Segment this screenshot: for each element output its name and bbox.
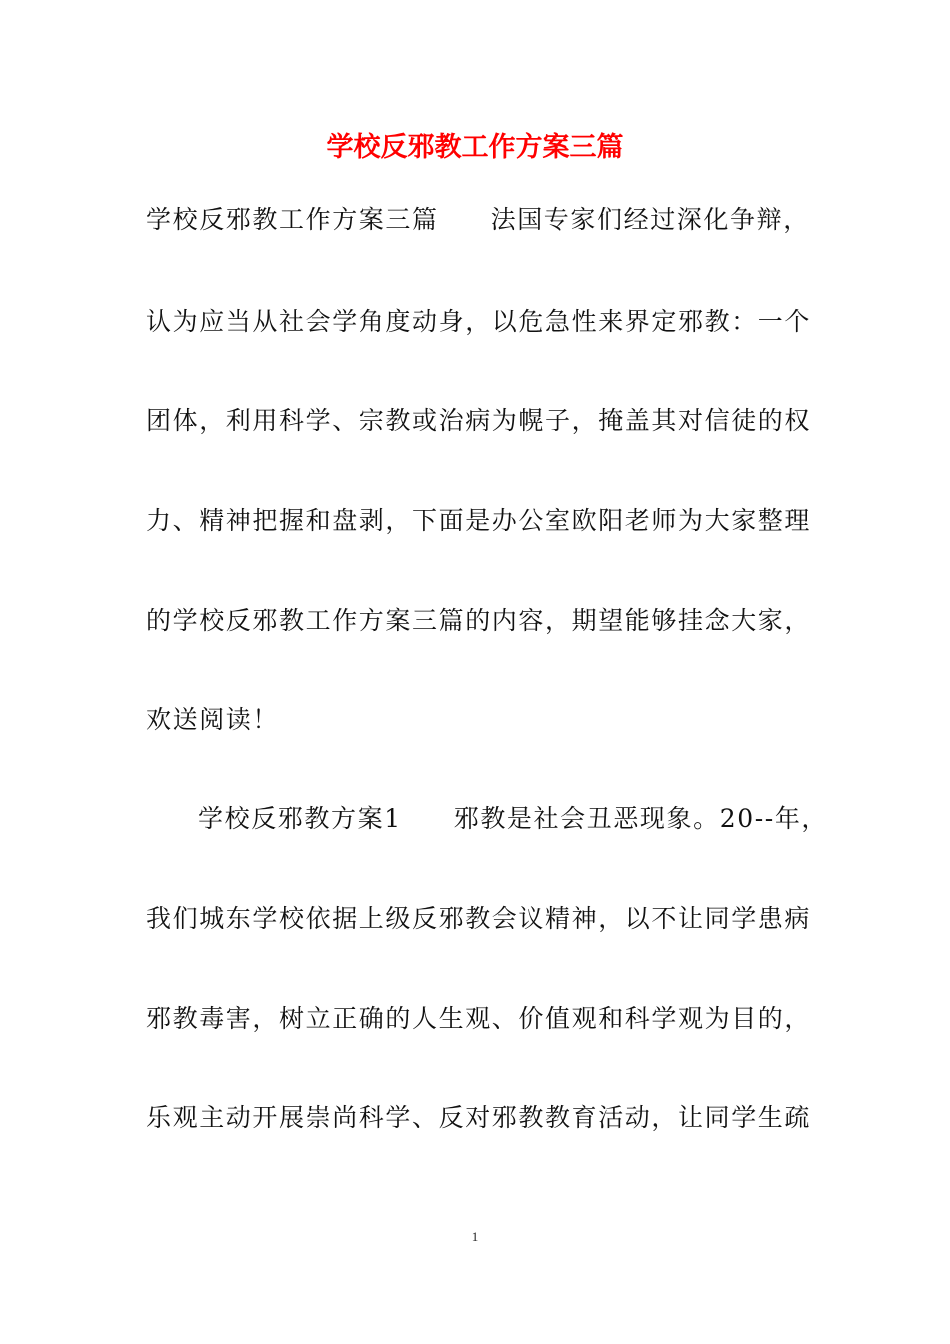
- plan1-line-2: 我们城东学校依据上级反邪教会议精神，以不让同学患病: [146, 904, 812, 933]
- intro-line-1-text: 法国专家们经过深化争辩，: [490, 205, 810, 234]
- intro-line-3: 团体，利用科学、宗教或治病为幌子，掩盖其对信徒的权: [146, 406, 812, 435]
- plan1-line-1: [198, 801, 828, 837]
- plan1-line-3: 邪教毒害，树立正确的人生观、价值观和科学观为目的，: [146, 1004, 812, 1033]
- intro-line-1: [146, 202, 810, 238]
- plan1-heading: 学校反邪教方案1: [198, 804, 402, 833]
- intro-line-2: 认为应当从社会学角度动身，以危急性来界定邪教：一个: [146, 307, 812, 336]
- page-number: 1: [471, 1229, 479, 1244]
- plan1-line-4: 乐观主动开展崇尚科学、反对邪教教育活动，让同学生疏: [146, 1103, 812, 1132]
- intro-heading: 学校反邪教工作方案三篇: [146, 205, 439, 234]
- intro-line-6: 欢送阅读！: [146, 705, 280, 734]
- intro-line-4: 力、精神把握和盘剥，下面是办公室欧阳老师为大家整理: [146, 506, 812, 535]
- plan1-line-1-text: 邪教是社会丑恶现象。20--年，: [453, 804, 829, 833]
- intro-line-5: 的学校反邪教工作方案三篇的内容，期望能够挂念大家，: [146, 606, 812, 635]
- document-title: 学校反邪教工作方案三篇: [326, 132, 624, 163]
